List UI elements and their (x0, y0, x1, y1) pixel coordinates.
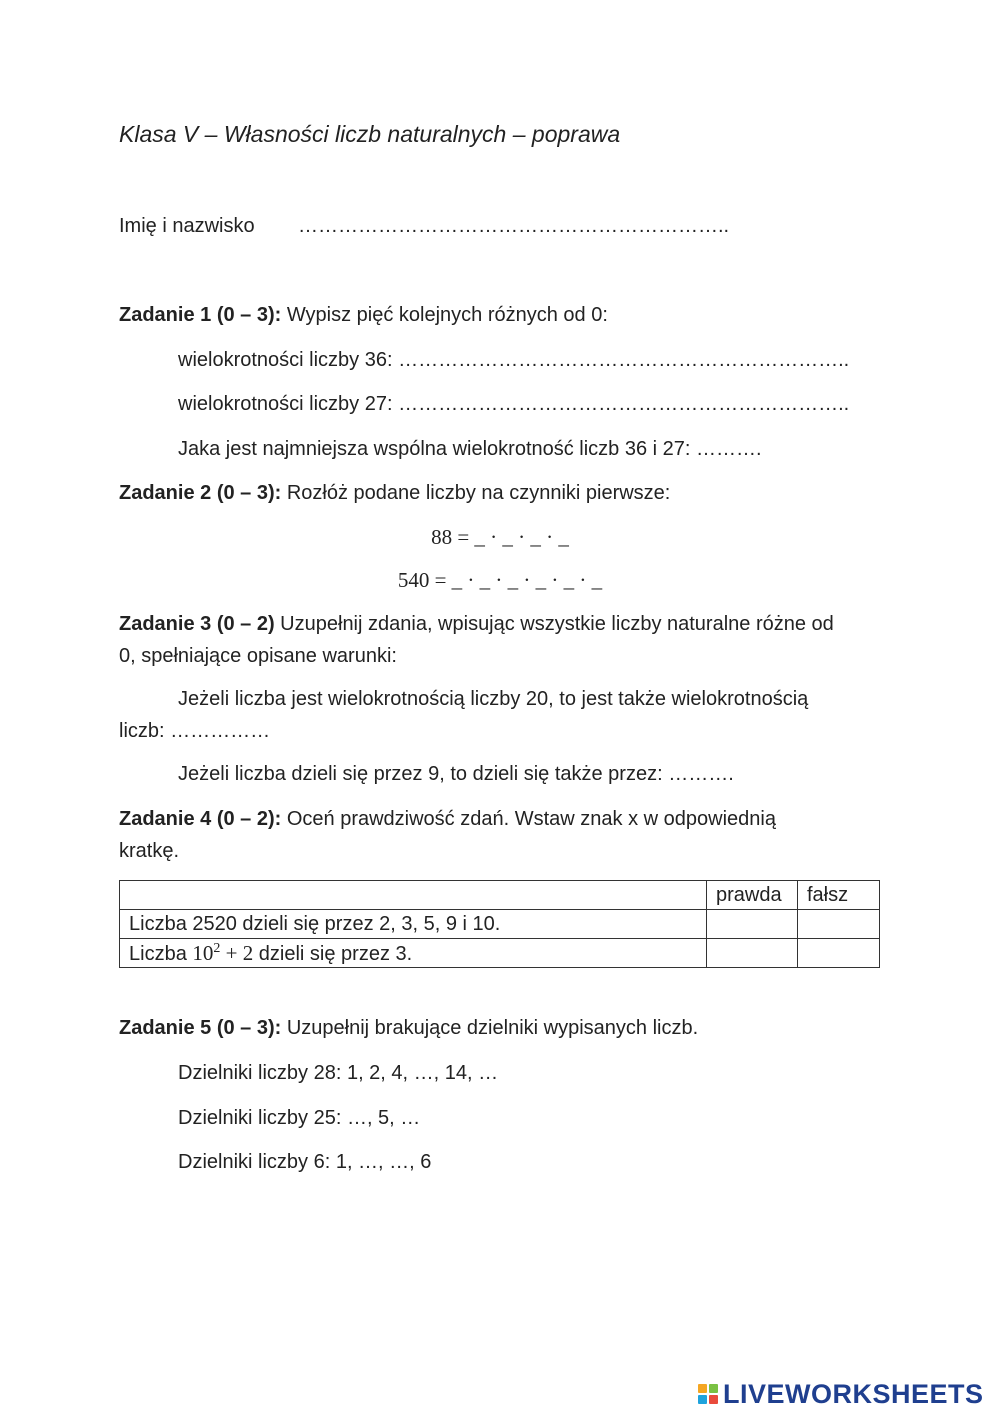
name-field[interactable]: ……………………………………………………….. (298, 215, 730, 237)
task5-header (119, 1017, 698, 1040)
statement-1: Liczba 2520 dzieli się przez 2, 3, 5, 9 i 10. (120, 910, 707, 939)
true-false-table (119, 880, 880, 968)
task3-sentence-1: Jeżeli liczba jest wielokrotnością liczby 20, to jest także wielokrotnością (178, 688, 809, 710)
task5-line-2[interactable]: Dzielniki liczby 25: …, 5, … (178, 1107, 421, 1129)
logo-mark-icon (698, 1384, 718, 1404)
logo-square (698, 1384, 707, 1393)
task4-instruction: Oceń prawdziwość zdań. Wstaw znak x w odpowiednią (281, 808, 776, 830)
table-header-empty (120, 881, 707, 910)
task5-line-1[interactable]: Dzielniki liczby 28: 1, 2, 4, …, 14, … (178, 1062, 499, 1084)
statement-2-suffix: dzieli się przez 3. (253, 942, 413, 965)
task5-line-3[interactable]: Dzielniki liczby 6: 1, …, …, 6 (178, 1151, 432, 1173)
task1-instruction: Wypisz pięć kolejnych różnych od 0: (281, 304, 608, 326)
task3-sentence-2[interactable]: Jeżeli liczba dzieli się przez 9, to dzieli się także przez: ………. (178, 763, 734, 785)
name-label: Imię i nazwisko (119, 215, 255, 237)
table-header-row (120, 881, 880, 910)
task2-equation-88[interactable]: 88 = _ · _ · _ · _ (431, 525, 569, 549)
table-row (120, 939, 880, 968)
task5-heading: Zadanie 5 (0 – 3): (119, 1017, 282, 1039)
task3-header (119, 613, 834, 636)
task1-line-3[interactable]: Jaka jest najmniejsza wspólna wielokrotność liczb 36 i 27: ………. (178, 438, 762, 460)
task1-header (119, 304, 608, 327)
task2-heading: Zadanie 2 (0 – 3): (119, 482, 282, 504)
page-title: Klasa V – Własności liczb naturalnych – poprawa (119, 121, 621, 147)
statement-2-plus: + 2 (220, 940, 254, 965)
logo-square (698, 1395, 707, 1404)
logo-square (709, 1395, 718, 1404)
statement-2-prefix: Liczba (129, 942, 193, 965)
liveworksheets-logo (698, 1377, 984, 1411)
task5-instruction: Uzupełnij brakujące dzielniki wypisanych liczb. (281, 1017, 699, 1039)
statement-1-true-cell[interactable] (707, 910, 798, 939)
task4-instruction-cont: kratkę. (119, 840, 180, 862)
task3-sentence-1-answer[interactable]: liczb: …………… (119, 720, 271, 742)
statement-1-false-cell[interactable] (798, 910, 880, 939)
table-row (120, 910, 880, 939)
statement-2-false-cell[interactable] (798, 939, 880, 968)
task1-line-2[interactable]: wielokrotności liczby 27: ………………………………………………………….. (178, 393, 850, 415)
task3-instruction-cont: 0, spełniające opisane warunki: (119, 645, 397, 667)
task3-instruction: Uzupełnij zdania, wpisując wszystkie liczby naturalne różne od (274, 613, 834, 635)
statement-2-base: 10 (192, 940, 214, 965)
task2-equation-540[interactable]: 540 = _ · _ · _ · _ · _ · _ (397, 568, 603, 592)
logo-text: LIVEWORKSHEETS (723, 1378, 984, 1409)
task3-heading: Zadanie 3 (0 – 2) (119, 613, 275, 635)
table-header-false: fałsz (798, 881, 880, 910)
statement-2-exponent: 2 (213, 940, 221, 956)
statement-2 (120, 939, 707, 968)
task4-heading: Zadanie 4 (0 – 2): (119, 808, 282, 830)
table-header-true: prawda (707, 881, 798, 910)
logo-square (709, 1384, 718, 1393)
task4-header (119, 808, 776, 831)
task1-line-1[interactable]: wielokrotności liczby 36: ………………………………………………………….. (178, 349, 850, 371)
task2-instruction: Rozłóż podane liczby na czynniki pierwsze: (281, 482, 671, 504)
statement-2-math (192, 941, 253, 965)
task2-header (119, 482, 670, 505)
statement-2-true-cell[interactable] (707, 939, 798, 968)
task1-heading: Zadanie 1 (0 – 3): (119, 304, 282, 326)
